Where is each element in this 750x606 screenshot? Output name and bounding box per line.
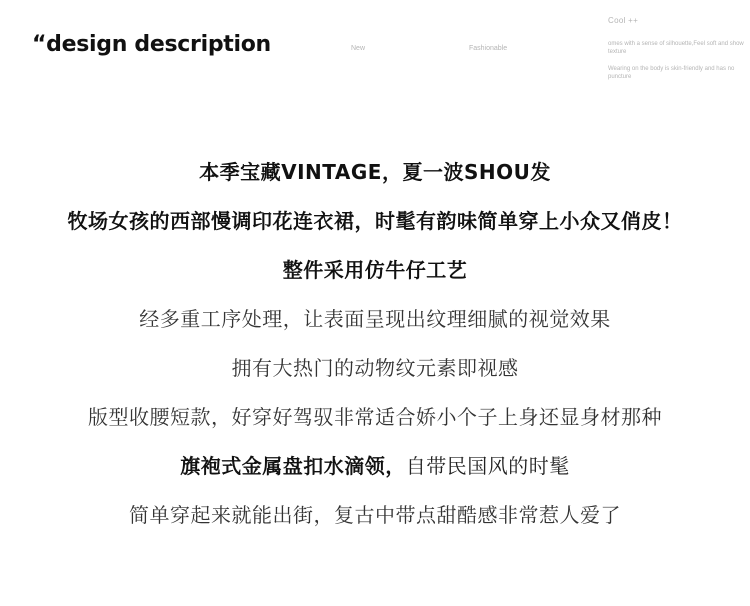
description-line: 整件采用仿牛仔工艺: [282, 258, 468, 282]
section-title: “design description: [32, 32, 271, 57]
description-line: 拥有大热门的动物纹元素即视感: [231, 356, 519, 380]
description-line: 牧场女孩的西部慢调印花连衣裙，时髦有韵味简单穿上小众又俏皮！: [67, 209, 683, 233]
description-line: 版型收腰短款，好穿好驾驭非常适合娇小个子上身还显身材那种: [88, 405, 662, 429]
tag-new: New: [351, 45, 366, 52]
description-line-normal-part: 自带民国风的时髦: [405, 454, 570, 478]
description-line-bold-part: 旗袍式金属盘扣水滴领，: [180, 454, 406, 478]
tag-description-texture: omes with a sense of silhouette,Feel soft and show texture: [608, 41, 744, 55]
description-line: 本季宝藏VINTAGE，夏一波SHOU发: [199, 160, 551, 184]
tag-description-comfort: Wearing on the body is skin-friendly and has no puncture: [608, 66, 735, 80]
tag-fashionable: Fashionable: [469, 45, 508, 52]
description-line: 简单穿起来就能出街，复古中带点甜酷感非常惹人爱了: [129, 503, 621, 527]
description-lines: [0, 157, 750, 549]
description-line: 经多重工序处理，让表面呈现出纹理细腻的视觉效果: [139, 307, 611, 331]
tag-cool: Cool ++: [608, 16, 639, 25]
description-line: [0, 451, 750, 500]
